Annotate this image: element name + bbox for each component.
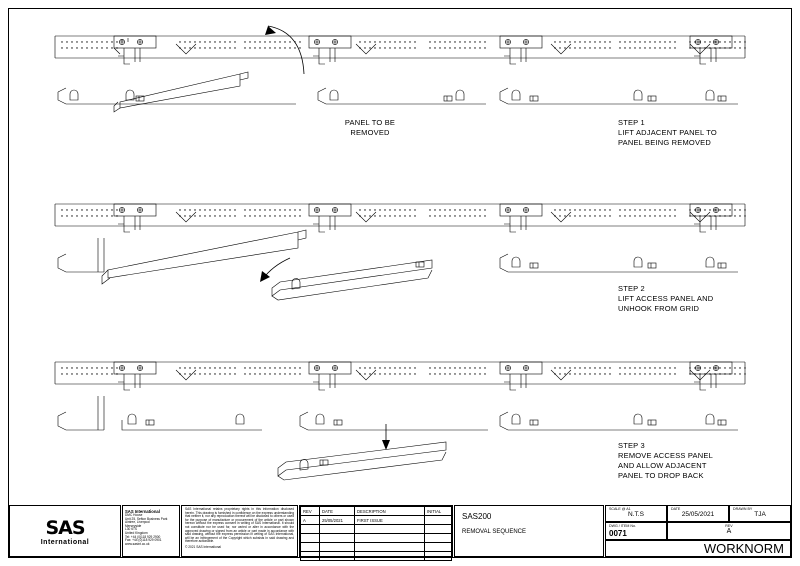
- revision-cell-rev: [301, 534, 320, 543]
- drawn-by-field: [729, 505, 791, 522]
- revision-field: [667, 522, 791, 540]
- table-row: [301, 543, 452, 552]
- revision-cell-rev: [301, 552, 320, 561]
- address-line-website: www.sasint.co.uk: [125, 541, 150, 546]
- revision-cell-initial: [425, 543, 452, 552]
- logo-sas-text: SAS: [45, 516, 85, 539]
- revision-value: A: [726, 528, 732, 535]
- project-name-value: WORKNORM: [703, 541, 784, 556]
- company-name: SAS International: [125, 509, 160, 514]
- drawn-by-value: TJA: [754, 511, 766, 518]
- date-label: DATE: [671, 507, 681, 511]
- revision-cell-rev: [301, 525, 320, 534]
- table-row: [301, 552, 452, 561]
- table-row: [301, 534, 452, 543]
- copyright-text: © 2021 SAS International: [185, 544, 222, 549]
- annotation-step-2: STEP 2 LIFT ACCESS PANEL AND UNHOOK FROM GRID: [618, 284, 714, 313]
- revision-cell-rev: A: [301, 516, 320, 525]
- dwg-number-value: 0071: [609, 529, 627, 538]
- address-line: Tel: +44 (0)118 929 2900: [125, 534, 161, 539]
- company-logo: [9, 505, 121, 557]
- revision-header-row: [301, 507, 452, 516]
- revision-cell-initial: [425, 525, 452, 534]
- revision-cell-date: [320, 543, 355, 552]
- revision-cell-date: [320, 552, 355, 561]
- dwg-number-label: DWG / ITEM No.: [609, 524, 636, 528]
- revision-cell-description: [355, 552, 425, 561]
- address-line: United Kingdom: [125, 530, 148, 535]
- revision-header-rev: REV: [301, 507, 320, 516]
- address-line: Unit 25, Sefton Business Park: [125, 516, 168, 521]
- product-code: SAS200: [462, 512, 492, 521]
- drawing-description: REMOVAL SEQUENCE: [462, 528, 527, 535]
- revision-cell-initial: [425, 552, 452, 561]
- address-line: DMC House: [125, 513, 143, 517]
- annotation-step-3: STEP 3 REMOVE ACCESS PANEL AND ALLOW ADJACENT PANEL TO DROP BACK: [618, 441, 713, 480]
- scale-field: [605, 505, 667, 522]
- revision-cell-rev: [301, 543, 320, 552]
- company-address: [122, 505, 180, 557]
- address-line: L30 6TS: [125, 527, 138, 532]
- revision-label: REV: [725, 524, 733, 528]
- title-block: [9, 505, 791, 557]
- revision-header-date: DATE: [320, 507, 355, 516]
- scale-value: N.T.S: [628, 511, 644, 518]
- scale-label: SCALE @ A1: [609, 507, 631, 511]
- address-line: Aintree, Liverpool: [125, 520, 150, 525]
- revision-cell-initial: [425, 516, 452, 525]
- legal-notice: [181, 505, 298, 557]
- revision-cell-description: [355, 543, 425, 552]
- annotation-step-1: STEP 1 LIFT ADJACENT PANEL TO PANEL BEING REMOVED: [618, 118, 717, 147]
- revision-cell-date: 25/05/2021: [320, 516, 355, 525]
- annotation-panel-to-be-removed: PANEL TO BE REMOVED: [344, 118, 396, 137]
- revision-cell-initial: [425, 534, 452, 543]
- project-name-field: [605, 540, 791, 557]
- revision-cell-description: FIRST ISSUE: [355, 516, 425, 525]
- revision-cell-description: [355, 525, 425, 534]
- table-row: [301, 525, 452, 534]
- dwg-number-field: [605, 522, 667, 540]
- date-field: [667, 505, 729, 522]
- date-value: 25/05/2021: [681, 511, 715, 518]
- drawn-by-label: DRAWN BY: [733, 507, 753, 511]
- address-line: Fax: +44 (0)118 929 0901: [125, 538, 162, 543]
- address-line: Merseyside: [125, 523, 142, 528]
- revision-cell-date: [320, 534, 355, 543]
- drawing-title-box: [454, 505, 604, 557]
- revision-cell-date: [320, 525, 355, 534]
- revision-table: [299, 505, 453, 557]
- drawing-meta-grid: [605, 505, 791, 557]
- table-row: [301, 516, 452, 525]
- revision-header-initial: INITIAL: [425, 507, 452, 516]
- logo-international-text: International: [40, 538, 90, 546]
- revision-cell-description: [355, 534, 425, 543]
- revision-header-description: DESCRIPTION: [355, 507, 425, 516]
- legal-notice-text: SAS International retains proprietary rights in this information disclosed herein. This drawing is furnished in confidence on the express understanding that neither it, nor any reproduction thereof will be disclosed to others or used for the purpose of manufacture or procurement of the article or part shown hereon without the express consent in writing of SAS International. It should not constitute nor be used for, nor varied or alter in accordance with the approved drawing or signed from an article or part made in accordance with said drawing, without the express permission in writing of SAS International, will be an infringement of the Copyright which subsists in said drawing and therefore actionable.: [185, 507, 294, 544]
